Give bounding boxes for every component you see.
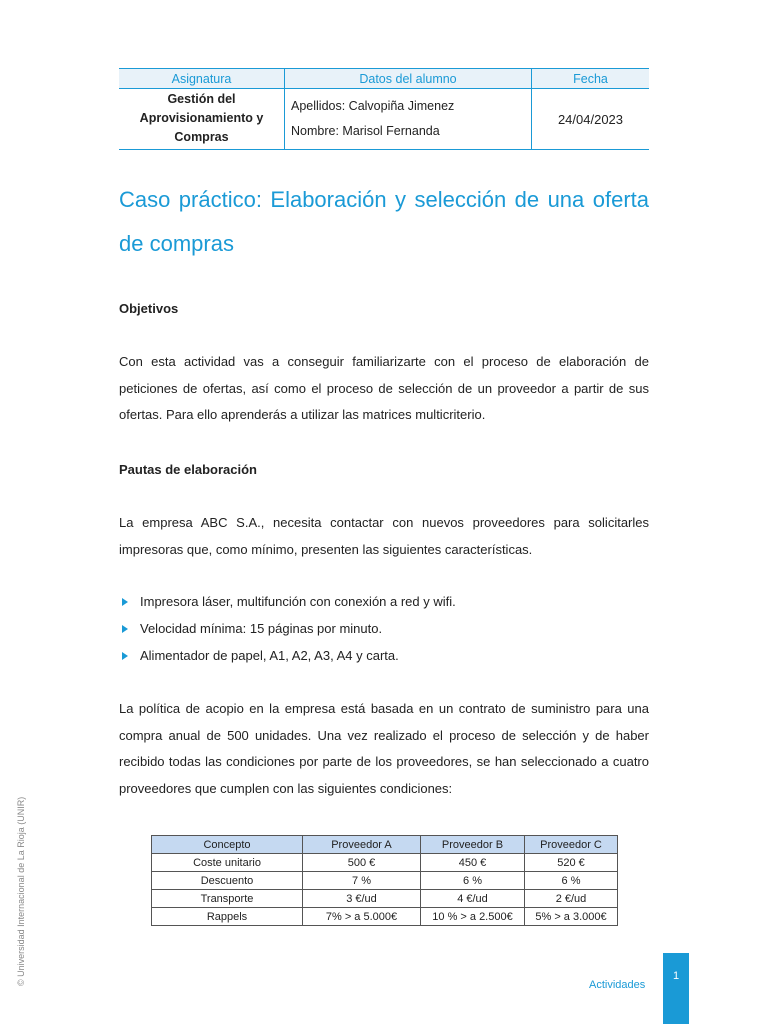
- suppliers-table: [151, 835, 618, 926]
- table-cell: 450 €: [421, 854, 525, 872]
- header-col-subject: Asignatura: [119, 69, 285, 89]
- student-name: Nombre: Marisol Fernanda: [291, 124, 440, 138]
- guidelines-paragraph: La empresa ABC S.A., necesita contactar con nuevos proveedores para solicitarles impresoras que, como mínimo, presenten las siguientes características.: [119, 515, 649, 557]
- policy-paragraph: La política de acopio en la empresa está basada en un contrato de suministro para una compra anual de 500 unidades. Una vez realizado el proceso de selección y de haber recibido todas las condiciones por parte de los proveedores, se han seleccionado a cuatro proveedores que cumplen con las siguientes condiciones:: [119, 701, 649, 796]
- table-cell: 2 €/ud: [525, 890, 618, 908]
- table-cell: 6 %: [525, 872, 618, 890]
- subject-cell: [119, 89, 285, 150]
- table-cell: Rappels: [152, 908, 303, 926]
- objectives-heading: Objetivos: [119, 301, 179, 316]
- list-item: [119, 618, 456, 645]
- list-item-text: Impresora láser, multifunción con conexión a red y wifi.: [140, 594, 456, 609]
- list-item-text: Velocidad mínima: 15 páginas por minuto.: [140, 621, 383, 636]
- date-cell: 24/04/2023: [532, 89, 650, 150]
- table-cell: 3 €/ud: [303, 890, 421, 908]
- table-cell: 7% > a 5.000€: [303, 908, 421, 926]
- bullet-triangle-icon: [122, 598, 128, 606]
- bullet-triangle-icon: [122, 652, 128, 660]
- table-header-cell: Concepto: [152, 836, 303, 854]
- list-item: [119, 591, 456, 618]
- table-cell: 500 €: [303, 854, 421, 872]
- requirements-list: [119, 591, 456, 672]
- table-cell: Descuento: [152, 872, 303, 890]
- table-row: [152, 908, 618, 926]
- page-number-tab: [663, 953, 689, 1024]
- guidelines-heading: Pautas de elaboración: [119, 462, 257, 477]
- list-item: [119, 645, 456, 672]
- table-cell: 7 %: [303, 872, 421, 890]
- copyright-side-note: © Universidad Internacional de La Rioja (UNIR): [16, 796, 26, 986]
- table-row: [152, 854, 618, 872]
- list-item-text: Alimentador de papel, A1, A2, A3, A4 y carta.: [140, 648, 399, 663]
- table-cell: 5% > a 3.000€: [525, 908, 618, 926]
- subject-line: Gestión del: [167, 92, 236, 106]
- objectives-paragraph: Con esta actividad vas a conseguir familiarizarte con el proceso de elaboración de peticiones de ofertas, así como el proceso de selección de un proveedor a partir de sus ofertas. Para ello aprenderás a utilizar las matrices multicriterio.: [119, 354, 649, 422]
- table-cell: 10 % > a 2.500€: [421, 908, 525, 926]
- subject-line: Aprovisionamiento y: [139, 111, 264, 125]
- table-row: [152, 890, 618, 908]
- student-cell: [285, 89, 532, 150]
- header-col-date: Fecha: [532, 69, 650, 89]
- page-title: Caso práctico: Elaboración y selección de una oferta de compras: [119, 187, 649, 256]
- table-cell: 520 €: [525, 854, 618, 872]
- table-cell: 6 %: [421, 872, 525, 890]
- table-header-row: [152, 836, 618, 854]
- table-cell: Coste unitario: [152, 854, 303, 872]
- table-cell: 4 €/ud: [421, 890, 525, 908]
- header-col-student: Datos del alumno: [285, 69, 532, 89]
- page-number: 1: [672, 970, 680, 982]
- table-header-cell: Proveedor B: [421, 836, 525, 854]
- bullet-triangle-icon: [122, 625, 128, 633]
- subject-line: Compras: [174, 130, 229, 144]
- student-surname: Apellidos: Calvopiña Jimenez: [291, 99, 455, 113]
- header-info-table: [119, 68, 649, 150]
- table-cell: Transporte: [152, 890, 303, 908]
- table-row: [152, 872, 618, 890]
- table-header-cell: Proveedor C: [525, 836, 618, 854]
- table-header-cell: Proveedor A: [303, 836, 421, 854]
- footer-section-label: Actividades: [589, 979, 646, 991]
